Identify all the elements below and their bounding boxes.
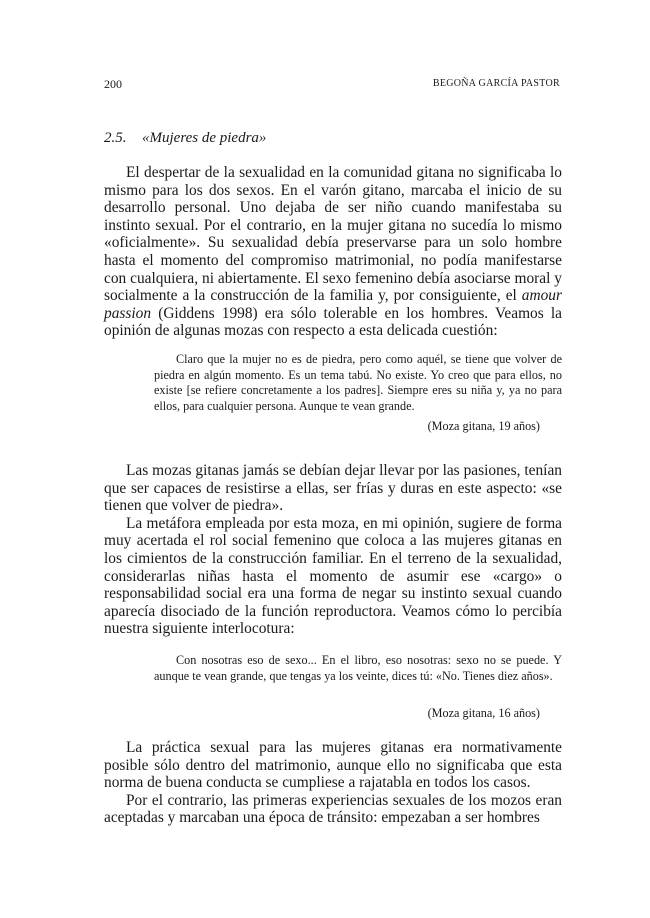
quote-2-attribution: (Moza gitana, 16 años) <box>427 706 540 720</box>
paragraph-5: Por el contrario, las primeras experiencias sexuales de los mozos eran aceptadas y marcaban una época de tránsito: empezaban a ser hombres <box>104 791 562 827</box>
page-number: 200 <box>104 77 122 91</box>
body-block-3 <box>104 739 562 827</box>
paragraph-1-text-before: El despertar de la sexualidad en la comunidad gitana no significaba lo mismo para los dos sexos. En el varón gitano, marcaba el inicio de su desarrollo personal. Uno dejaba de ser niño cuando manifestaba su instinto sexual. Por el contrario, en la mujer gitana no sucedía lo mismo «oficialmente». Su sexualidad debía preservarse para un solo hombre hasta el momento del compromiso matrimonial, no podía manifestarse con cualquiera, ni abiertamente. El sexo femenino debía asociarse moral y socialmente a la construcción de la familia y, por consiguiente, el <box>104 164 562 305</box>
section-title: «Mujeres de piedra» <box>142 130 267 146</box>
running-header <box>104 76 560 92</box>
body-block-1 <box>104 164 562 340</box>
paragraph-1 <box>104 164 562 340</box>
section-number: 2.5. <box>104 130 127 146</box>
quote-1-attribution: (Moza gitana, 19 años) <box>427 419 540 433</box>
block-quote-2 <box>154 653 562 684</box>
paragraph-3: La metáfora empleada por esta moza, en mi opinión, sugiere de forma muy acertada el rol social femenino que coloca a las mujeres gitanas en los cimientos de la construcción familiar. En el terreno de la sexualidad, considerarlas niñas hasta el momento de asumir ese «cargo» o responsabilidad social era una forma de negar su instinto sexual cuando aparecía disociado de la función reproductora. Veamos cómo lo percibía nuestra siguiente interlocotura: <box>104 514 562 638</box>
paragraph-2: Las mozas gitanas jamás se debían dejar llevar por las pasiones, tenían que ser capaces de resistirse a ellas, ser frías y duras en este aspecto: «se tienen que volver de piedra». <box>104 462 562 515</box>
quote-2-text: Con nosotras eso de sexo... En el libro, eso nosotras: sexo no se puede. Y aunque te vean grande, que tengas ya los veinte, dices tú: «No. Tienes diez años». <box>154 653 562 683</box>
section-heading <box>104 128 266 148</box>
paragraph-1-text-after: (Giddens 1998) era sólo tolerable en los hombres. Veamos la opinión de algunas mozas con respecto a esta delicada cuestión: <box>104 304 562 340</box>
body-block-2 <box>104 462 562 638</box>
paragraph-4: La práctica sexual para las mujeres gitanas era normativamente posible sólo dentro del matrimonio, aunque ello no significaba que esta norma de buena conducta se cumpliese a rajatabla en todos los casos. <box>104 739 562 792</box>
italic-term: amour passion <box>104 287 562 322</box>
block-quote-1 <box>154 352 562 414</box>
running-title: BEGOÑA GARCÍA PASTOR <box>432 78 560 89</box>
quote-1-text: Claro que la mujer no es de piedra, pero como aquél, se tiene que volver de piedra en algún momento. Es un tema tabú. No existe. Yo creo que para ellos, no existe [se refiere concretamente a los padres]. Siempre eres su niña y, ya no para ellos, para cualquier persona. Aunque te vean grande. <box>154 352 562 413</box>
